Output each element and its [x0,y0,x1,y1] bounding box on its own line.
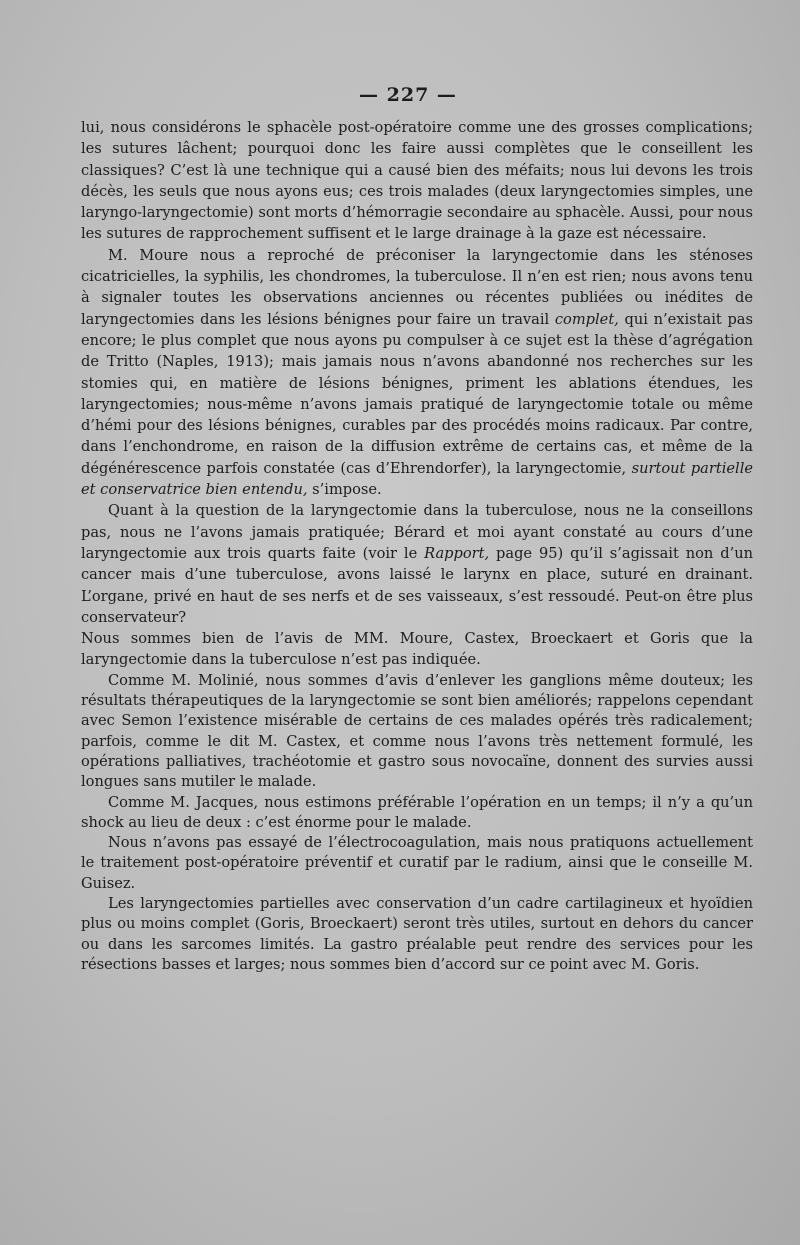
italic-text: complet, [554,310,619,328]
italic-text: Rapport, [424,544,490,562]
text-run: Comme M. Jacques, nous estimons préférable l’opération en un temps; il n’y a qu’un shock au lieu de deux : c’est énorme pour le malade. [81,793,753,831]
text-run: M. Moure nous a reproché de préconiser la laryngectomie dans les sténoses cicatricielles, la syphilis, les chondromes, la tuberculose. Il n’en est rien; nous avons tenu à signaler toutes les observations anciennes ou récentes publiées ou inédites de laryngectomies dans les lésions bénignes pour faire un travail [81,246,753,328]
paragraph [81,117,753,245]
text-run: lui, nous considérons le sphacèle post-opératoire comme une des grosses complications; les sutures lâchent; pourquoi donc les faire aussi complètes que le conseillent les classiques? C’est là une technique qui a causé bien des méfaits; nous lui devons les trois décès, les seuls que nous ayons eus; ces trois malades (deux laryngectomies simples, une laryngo-laryngectomie) sont morts d’hémorragie secondaire au sphacèle. Aussi, pour nous les sutures de rapprochement suffisent et le large drainage à la gaze est nécessaire. [81,119,753,243]
text-run: Nous n’avons pas essayé de l’électrocoagulation, mais nous pratiquons actuellement le traitement post-opératoire préventif et curatif par le radium, ainsi que le conseille M. Guisez. [81,834,753,892]
paragraph [81,500,753,628]
page-number: — 227 — [359,84,457,106]
italic-text: surtout partielle et conservatrice bien entendu, [81,459,754,499]
paragraph [81,671,753,793]
paragraph [81,793,753,834]
text-run: Nous sommes bien de l’avis de MM. Moure, Castex, Broeckaert et Goris que la laryngectomie dans la tuberculose n’est pas indiquée. [81,630,753,669]
text-run: Comme M. Molinié, nous sommes d’avis d’enlever les ganglions même douteux; les résultats thérapeutiques de la laryngectomie se sont bien améliorés; rappelons cependant avec Semon l’existence misérable de certains de ces malades opérés très radicalement; parfois, comme le dit M. Castex, et comme nous l’avons très nettement formulé, les opérations palliatives, trachéotomie et gastro sous novocaïne, donnent des survies aussi longues sans mutiler le malade. [81,671,753,791]
text-run: page 95) qu’il s’agissait non d’un cancer mais d’une tuberculose, avons laissé le larynx en place, suturé en drainant. L’organe, privé en haut de ses nerfs et de ses vaisseaux, s’est ressoudé. Peut-on être plus conservateur? [81,544,754,626]
paragraph [81,833,753,894]
text-run: Quant à la question de la laryngectomie dans la tuberculose, nous ne la conseillons pas, nous ne l’avons jamais pratiquée; Bérard et moi ayant constaté au cours d’une laryngectomie aux trois quarts faite (voir le [81,502,753,562]
paragraph [81,894,753,975]
body-text [81,117,753,975]
text-run: s’impose. [307,481,382,499]
paragraph [81,628,753,671]
text-run: Les laryngectomies partielles avec conservation d’un cadre cartilagineux et hyoïdien plus ou moins complet (Goris, Broeckaert) seront très utiles, surtout en dehors du cancer ou dans les sarcomes limités. La gastro préalable peut rendre des services pour les résections basses et larges; nous sommes bien d’accord sur ce point avec M. Goris. [81,894,753,973]
paragraph [81,245,753,501]
text-run: qui n’existait pas encore; le plus complet que nous ayons pu compulser à ce sujet est la thèse d’agrégation de Tritto (Naples, 1913); mais jamais nous n’avons abandonné nos recherches sur les stomies qui, en matière de lésions bénignes, priment les ablations étendues, les laryngectomies; nous-même n’avons jamais pratiqué de laryngectomie totale ou même d’hémi pour des lésions bénignes, curables par des procédés moins radicaux. Par contre, dans l’enchondrome, en raison de la diffusion extrême de certains cas, et même de la dégénérescence parfois constatée (cas d’Ehrendorfer), la laryngectomie, [81,310,753,477]
